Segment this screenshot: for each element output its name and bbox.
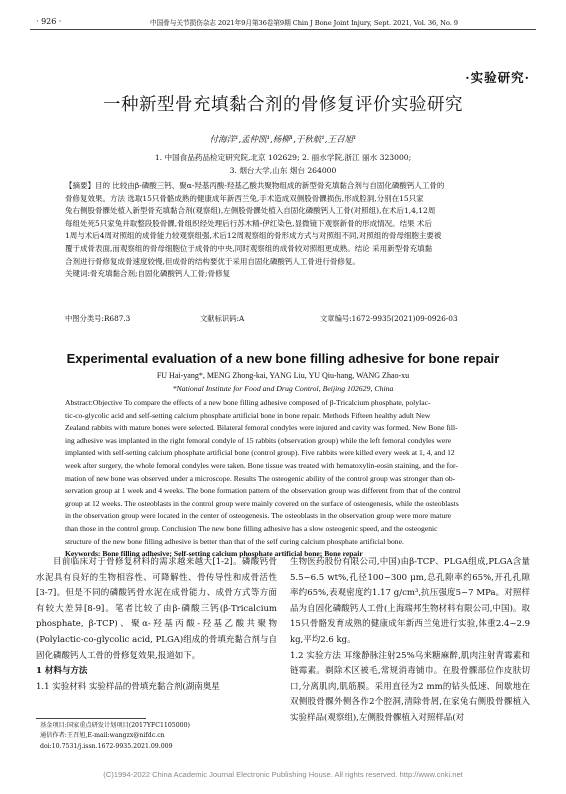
abstract-cn-line: 覆于成骨表面,而观察组的骨母细胞位于成骨的中央,同时观察组的成骨较对照组更成熟。结论 采用新型骨充填黏 [65, 243, 433, 253]
abstract-en-line: than those in the control group. Conclusion The new bone filling adhesive has a slow osteogenic speed, and the osteogenic [65, 523, 438, 533]
keywords-english: Keywords: Bone filling adhesive; Self-setting calcium phosphate artificial bone; Bone repair [65, 549, 363, 559]
title-english: Experimental evaluation of a new bone filling adhesive for bone repair [66, 351, 500, 366]
footnote-corresponding-author: 通信作者:王召旭,E-mail:wangzx@nifdc.cn [40, 732, 165, 740]
abstract-chinese [65, 180, 505, 281]
footnote-funding: 基金项目:国家重点研发计划项目(2017YFC1105000) [40, 722, 190, 729]
abstract-en-line: implanted with self-setting calcium phosphate artificial bone (control group). Five rabbits were killed every week at 1, 4, and 12 [65, 448, 455, 458]
footnotes [40, 721, 280, 752]
body-column-left [36, 555, 277, 695]
footnote-doi: doi:10.7531/j.issn.1672-9935.2021.09.009 [40, 742, 173, 750]
copyright-notice: (C)1994-2022 China Academic Journal Electronic Publishing House. All rights reserved. http://www.cnki.net [103, 770, 463, 779]
abstract-en-line: servation group at 1 week and 4 weeks. The bone formation pattern of the observation group was different from that of the control [65, 486, 461, 496]
abstract-en-line: Abstract:Objective To compare the effects of a new bone filling adhesive composed of β-Tricalcium phosphate, polylac- [65, 398, 431, 407]
abstract-cn-line: 1周与术后4周对照组的成骨能力较观察组强,术后12周观察组的骨形成方式与对照组不同,对照组的骨母细胞主要被 [65, 231, 442, 241]
abstract-cn-line: 兔右侧股骨髁处植入新型骨充填黏合剂(观察组),左侧股骨髁处植入自固化磷酸钙人工骨(对照组),在术后1,4,12周 [65, 206, 436, 216]
abstract-en-line: Zealand rabbits with mature bones were selected. Bilateral femoral condyles were injured and cavity was formed. New Bone fill- [65, 423, 458, 433]
abstract-en-line: structure of the new bone filling adhesive is better than that of the self curing calcium phosphate artificial bone. [65, 536, 404, 546]
affiliation-english: *National Institute for Food and Drug Control, Beijing 102629, China [172, 384, 394, 393]
abstract-cn-line: 每组处死5只家兔并取整段股骨髁,骨组织经处理后行苏木精-伊红染色,显微镜下观察新骨的形成情况。结果 术后 [65, 218, 432, 228]
article-number: 文章编号:1672-9935(2021)09-0926-03 [320, 314, 458, 323]
subsection-materials: 1.1 实验材料 实验样品的骨填充黏合剂(湖南奥星 [36, 681, 220, 692]
clc-number: 中图分类号:R687.3 [65, 314, 131, 323]
authors-english: FU Hai-yang*, MENG Zhong-kai, YANG Liu, YU Qiu-hang, WANG Zhao-xu [156, 371, 410, 380]
abstract-english [65, 397, 505, 561]
document-code: 文献标识码:A [200, 314, 245, 323]
abstract-en-line: group at 12 weeks. The osteoblasts in the control group were mainly covered on the surface of osteogenesis, while the osteoblasts [65, 498, 459, 508]
authors-chinese: 付海洋¹,孟仲凯¹,杨柳¹,于秋航¹,王召旭¹ [209, 135, 357, 145]
abstract-cn-line: 【摘要】目的 比较由β-磷酸三钙、聚α-羟基丙酸-羟基乙酸共聚物组成的新型骨充填黏合剂与自固化磷酸钙人工骨的 [65, 181, 445, 190]
intro-paragraph: 目前临床对于骨修复材料的需求越来越大[1-2]。磷酸钙骨水泥具有良好的生物相容性、可降解性、骨传导性和成骨活性[3-7]。但是不同的磷酸钙骨水泥在成骨能力、成骨方式等方面有较大差异[8-9]。笔者比较了由β-磷酸三钙(β-Tricalcium phosphate, β-TCP)、聚α-羟基丙酸-羟基乙酸共聚物(Polylactic-co-glycolic acid, PLGA)组成的骨填充黏合剂与自固化磷酸钙人工骨的骨修复效果,报道如下。 [36, 557, 277, 661]
journal-header: 中国骨与关节损伤杂志 2021年9月第36卷第9期 Chin J Bone Joint Injury, Sept. 2021, Vol. 36, No. 9 [150, 19, 458, 27]
abstract-cn-line: 合剂进行骨修复成骨速度较慢,但成骨的结构要优于采用自固化磷酸钙人工骨进行骨修复。 [65, 256, 360, 266]
subsection-methods: 1.2 实验方法 耳缘静脉注射25%乌来糖麻醉,肌肉注射青霉素和链霉素。剃除术区被毛,常规消毒铺巾。在股骨髁部位作皮肤切口,分离肌肉,肌筋膜。采用直径为2 mm的钻头低速、间歇地在双侧股骨髁外侧各作2个腔洞,清除骨屑,在家兔右侧股骨髁植入实验样品(观察组),左侧股骨髁植入对照样品(对 [290, 650, 530, 723]
abstract-en-line: ing adhesive was implanted in the right femoral condyle of 15 rabbits (observation group) while the left femoral condyles were [65, 435, 452, 445]
section-heading-methods: 1 材料与方法 [36, 666, 88, 677]
affiliation-chinese-1: 1. 中国食品药品检定研究院,北京 102629; 2. 丽水学院,浙江 丽水 323000; [154, 153, 412, 162]
abstract-en-line: tic-co-glycolic acid and self-setting calcium phosphate artificial bone in bone repair. Methods Fifteen healthy adult New [65, 410, 431, 420]
section-label: ·实验研究· [465, 70, 530, 85]
footnote-rule [36, 718, 146, 719]
abstract-en-line: in the observation group were located in the center of osteogenesis. The osteoblasts in the observation group were more mature [65, 511, 452, 521]
body-column-right [290, 555, 530, 727]
abstract-en-line: week after surgery, the whole femoral condyles were taken. Bone tissue was treated with hematoxylin-eosin staining, and the for- [65, 460, 458, 470]
abstract-en-line: mation of new bone was observed under a microscope. Results The osteogenic ability of the control group was stronger than ob- [65, 473, 456, 483]
title-chinese: 一种新型骨充填黏合剂的骨修复评价实验研究 [103, 95, 463, 115]
affiliation-chinese-2: 3. 烟台大学,山东 烟台 264000 [229, 166, 337, 175]
abstract-cn-line: 骨修复效果。方法 选取15只骨骼成熟的健康成年新西兰兔,手术造成双侧股骨髁损伤,形成腔洞,分别在15只家 [65, 193, 424, 203]
keywords-chinese: 关键词:骨充填黏合剂;自固化磷酸钙人工骨;骨修复 [65, 269, 231, 279]
page-number: · 926 · [36, 17, 62, 26]
header-rule [30, 29, 536, 30]
materials-paragraph: 生物医药股份有限公司,中国)由β-TCP、PLGA组成,PLGA含量5.5~6.5 wt%,孔径100~300 μm,总孔隙率约65%,开孔孔隙率约65%,表观密度约1.17 g/cm³,抗压强度5~7 MPa。对照样品为自固化磷酸钙人工骨(上海瑞邦生物材料有限公司,中国)。取15只骨骼发育成熟的健康成年新西兰兔进行实验,体重2.4~2.9 kg,平均2.6 kg。 [290, 557, 530, 645]
